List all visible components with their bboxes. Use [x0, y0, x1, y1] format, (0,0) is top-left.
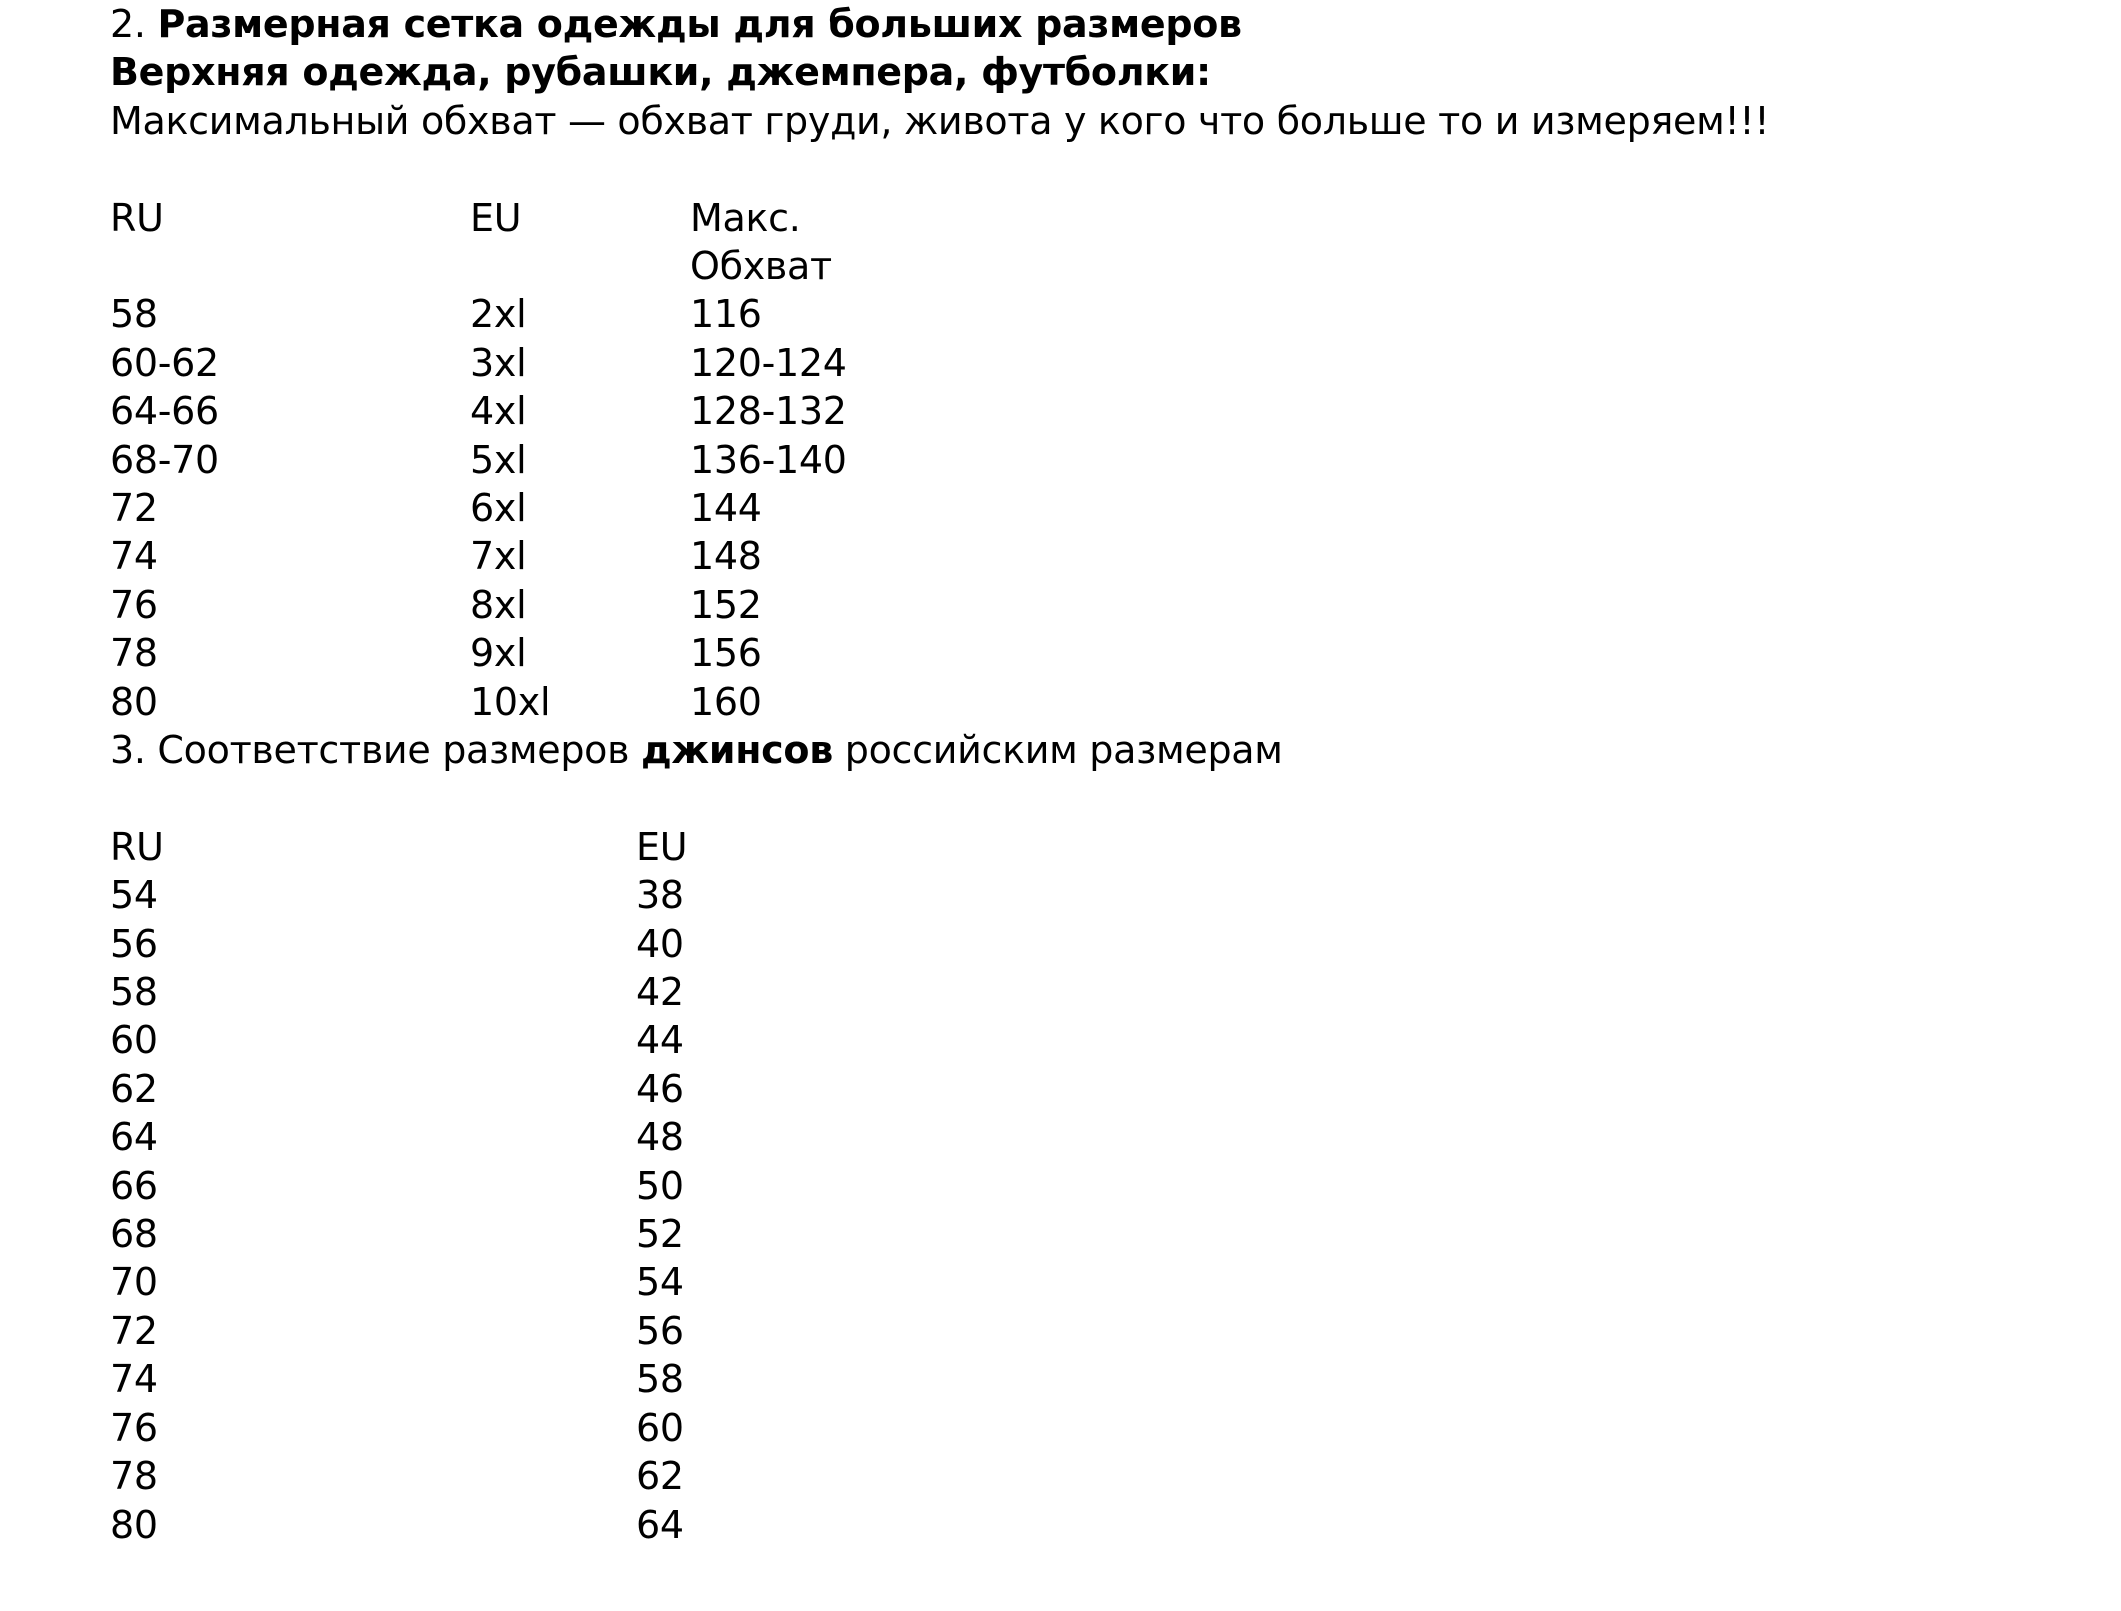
cell-eu: 42	[636, 970, 684, 1015]
cell-ru: 78	[110, 631, 158, 676]
cell-eu: 9xl	[470, 631, 527, 676]
cell-max-girth: 144	[690, 486, 762, 530]
table-row	[110, 387, 2090, 435]
cell-ru: 68-70	[110, 437, 219, 482]
cell-eu: 52	[636, 1212, 684, 1257]
cell-ru: 62	[110, 1066, 158, 1111]
table-row	[110, 1258, 2090, 1306]
cell-eu: 50	[636, 1163, 684, 1208]
cell-eu: 62	[636, 1454, 684, 1499]
cell-ru: 78	[110, 1454, 158, 1499]
cell-ru: 74	[110, 534, 158, 579]
cell-ru: 66	[110, 1163, 158, 1208]
table-row	[110, 1501, 2090, 1549]
table-row	[110, 581, 2090, 629]
spacer	[110, 774, 2090, 822]
header-eu: EU	[470, 195, 522, 240]
cell-ru: 80	[110, 679, 158, 724]
cell-ru: 74	[110, 1357, 158, 1402]
cell-ru: 64	[110, 1115, 158, 1160]
table-row	[110, 920, 2090, 968]
table-row	[110, 1355, 2090, 1403]
cell-ru: 76	[110, 582, 158, 627]
cell-max-girth: 128-132	[690, 389, 847, 434]
section3-heading	[110, 726, 2090, 774]
table-row	[110, 436, 2090, 484]
cell-eu: 4xl	[470, 389, 527, 434]
cell-eu: 7xl	[470, 534, 527, 579]
cell-eu: 6xl	[470, 486, 527, 530]
table-row	[110, 532, 2090, 580]
cell-max-girth: 160	[690, 679, 762, 724]
cell-ru: 58	[110, 292, 158, 337]
cell-ru: 80	[110, 1502, 158, 1547]
cell-eu: 40	[636, 921, 684, 966]
clothing-table-body	[110, 290, 2090, 726]
section2-note: Максимальный обхват — обхват груди, живота у кого что больше то и измеряем!!!	[110, 98, 1770, 143]
jeans-table-body	[110, 871, 2090, 1549]
table-row	[110, 1452, 2090, 1500]
cell-eu: 8xl	[470, 582, 527, 627]
table-row	[110, 678, 2090, 726]
clothing-size-table	[110, 194, 2090, 726]
section2-subtitle: Верхняя одежда, рубашки, джемпера, футболки:	[110, 50, 1211, 95]
cell-ru: 72	[110, 486, 158, 530]
cell-eu: 54	[636, 1260, 684, 1305]
jeans-size-table	[110, 823, 2090, 1549]
table-row	[110, 1404, 2090, 1452]
cell-max-girth: 136-140	[690, 437, 847, 482]
cell-eu: 38	[636, 873, 684, 918]
table-row	[110, 339, 2090, 387]
section3-title-prefix: 3. Соответствие размеров	[110, 728, 641, 773]
cell-max-girth: 152	[690, 582, 762, 627]
header-max-girth-line2: Обхват	[690, 243, 832, 288]
table-row	[110, 871, 2090, 919]
cell-ru: 70	[110, 1260, 158, 1305]
cell-eu: 46	[636, 1066, 684, 1111]
cell-ru: 56	[110, 921, 158, 966]
table-row	[110, 968, 2090, 1016]
table-row	[110, 629, 2090, 677]
cell-eu: 5xl	[470, 437, 527, 482]
table-row	[110, 1307, 2090, 1355]
cell-ru: 60	[110, 1018, 158, 1063]
table-row	[110, 1016, 2090, 1064]
cell-eu: 10xl	[470, 679, 551, 724]
document	[110, 0, 2090, 1549]
cell-ru: 76	[110, 1405, 158, 1450]
cell-eu: 2xl	[470, 292, 527, 337]
header-max-girth-line1: Макс.	[690, 195, 801, 240]
cell-eu: 56	[636, 1308, 684, 1353]
cell-eu: 3xl	[470, 340, 527, 385]
header-max-girth	[690, 194, 990, 291]
table-row	[110, 1113, 2090, 1161]
cell-ru: 68	[110, 1212, 158, 1257]
spacer	[110, 145, 2090, 193]
cell-eu: 44	[636, 1018, 684, 1063]
cell-ru: 64-66	[110, 389, 219, 434]
section2-heading	[110, 0, 2090, 48]
section3-title-bold: джинсов	[641, 728, 833, 773]
table-row	[110, 484, 2090, 532]
header-eu: EU	[636, 824, 688, 869]
cell-max-girth: 116	[690, 292, 762, 337]
table-row	[110, 290, 2090, 338]
cell-ru: 60-62	[110, 340, 219, 385]
cell-ru: 72	[110, 1308, 158, 1353]
header-ru: RU	[110, 195, 164, 240]
section3-title-suffix: российским размерам	[832, 728, 1283, 773]
cell-eu: 58	[636, 1357, 684, 1402]
cell-max-girth: 120-124	[690, 340, 847, 385]
cell-max-girth: 156	[690, 631, 762, 676]
clothing-table-header	[110, 194, 2090, 291]
jeans-table-header	[110, 823, 2090, 871]
cell-max-girth: 148	[690, 534, 762, 579]
cell-eu: 64	[636, 1502, 684, 1547]
table-row	[110, 1210, 2090, 1258]
table-row	[110, 1065, 2090, 1113]
section2-number: 2.	[110, 2, 158, 46]
table-row	[110, 1162, 2090, 1210]
section2-title: Размерная сетка одежды для больших размеров	[157, 2, 1242, 46]
header-ru: RU	[110, 824, 164, 869]
cell-eu: 60	[636, 1405, 684, 1450]
cell-eu: 48	[636, 1115, 684, 1160]
cell-ru: 58	[110, 970, 158, 1015]
cell-ru: 54	[110, 873, 158, 918]
